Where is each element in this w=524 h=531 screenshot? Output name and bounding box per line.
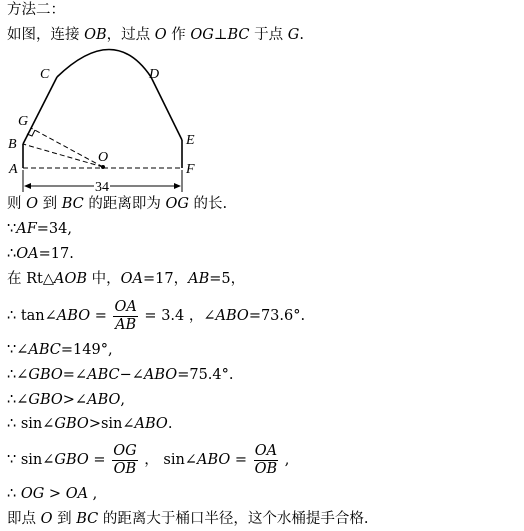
line-angle-ABC: ∵∠ABC=149°, xyxy=(7,342,113,358)
geometry-figure xyxy=(0,48,210,196)
section-heading: 方法二： xyxy=(7,2,65,18)
line-OG-greater: ∴ OG > OA , xyxy=(7,486,98,502)
dim-arrow-left xyxy=(24,183,31,189)
handle-arc xyxy=(57,50,151,78)
label-F: F xyxy=(186,162,195,177)
label-A: A xyxy=(9,162,18,177)
label-G: G xyxy=(18,114,29,129)
line-OA: ∴OA=17. xyxy=(7,246,74,262)
point-O xyxy=(101,165,105,169)
fraction-OA-AB: $\frac{OA}{AB}$ xyxy=(114,298,137,333)
label-B: B xyxy=(8,137,17,152)
segment-OG-dashed xyxy=(31,128,103,167)
dim-arrow-right xyxy=(174,183,181,189)
line-sin-compare: ∴ sin∠GBO>sin∠ABO. xyxy=(7,416,173,432)
segment-OB-dashed xyxy=(23,144,103,167)
line-conclusion: 即点 O 到 BC 的距离大于桶口半径，这个水桶提手合格. xyxy=(7,511,369,527)
dimension-label: 34 xyxy=(95,180,109,195)
line-sin-definitions: ∵ sin∠GBO = $\frac{OG}{OB}$ ， sin∠ABO = $\frac{OA}{OB}$ , xyxy=(7,442,290,477)
line-triangle-AOB: 在 Rt△AOB 中，OA=17，AB=5， xyxy=(7,271,246,287)
fraction-OA-OB: $\frac{OA}{OB}$ xyxy=(254,442,278,477)
line-distance-OG: 则 O 到 BC 的距离即为 OG 的长. xyxy=(7,196,228,212)
line-angle-GBO: ∴∠GBO=∠ABC−∠ABO=75.4°. xyxy=(7,367,234,383)
fraction-OG-OB: $\frac{OG}{OB}$ xyxy=(113,442,137,477)
label-D: D xyxy=(149,67,160,82)
label-O: O xyxy=(98,150,109,165)
intro-line: 如图，连接 OB，过点 O 作 OG⊥BC 于点 G. xyxy=(7,27,304,43)
label-E: E xyxy=(186,133,195,148)
line-tan-ABO: ∴ tan∠ABO = $\frac{OA}{AB}$ = 3.4 ，∠ABO=73.6°. xyxy=(7,298,306,333)
line-angle-compare: ∴∠GBO>∠ABO, xyxy=(7,392,125,408)
segment-DE xyxy=(151,77,182,140)
line-AF: ∵AF=34, xyxy=(7,221,72,237)
label-C: C xyxy=(40,67,50,82)
